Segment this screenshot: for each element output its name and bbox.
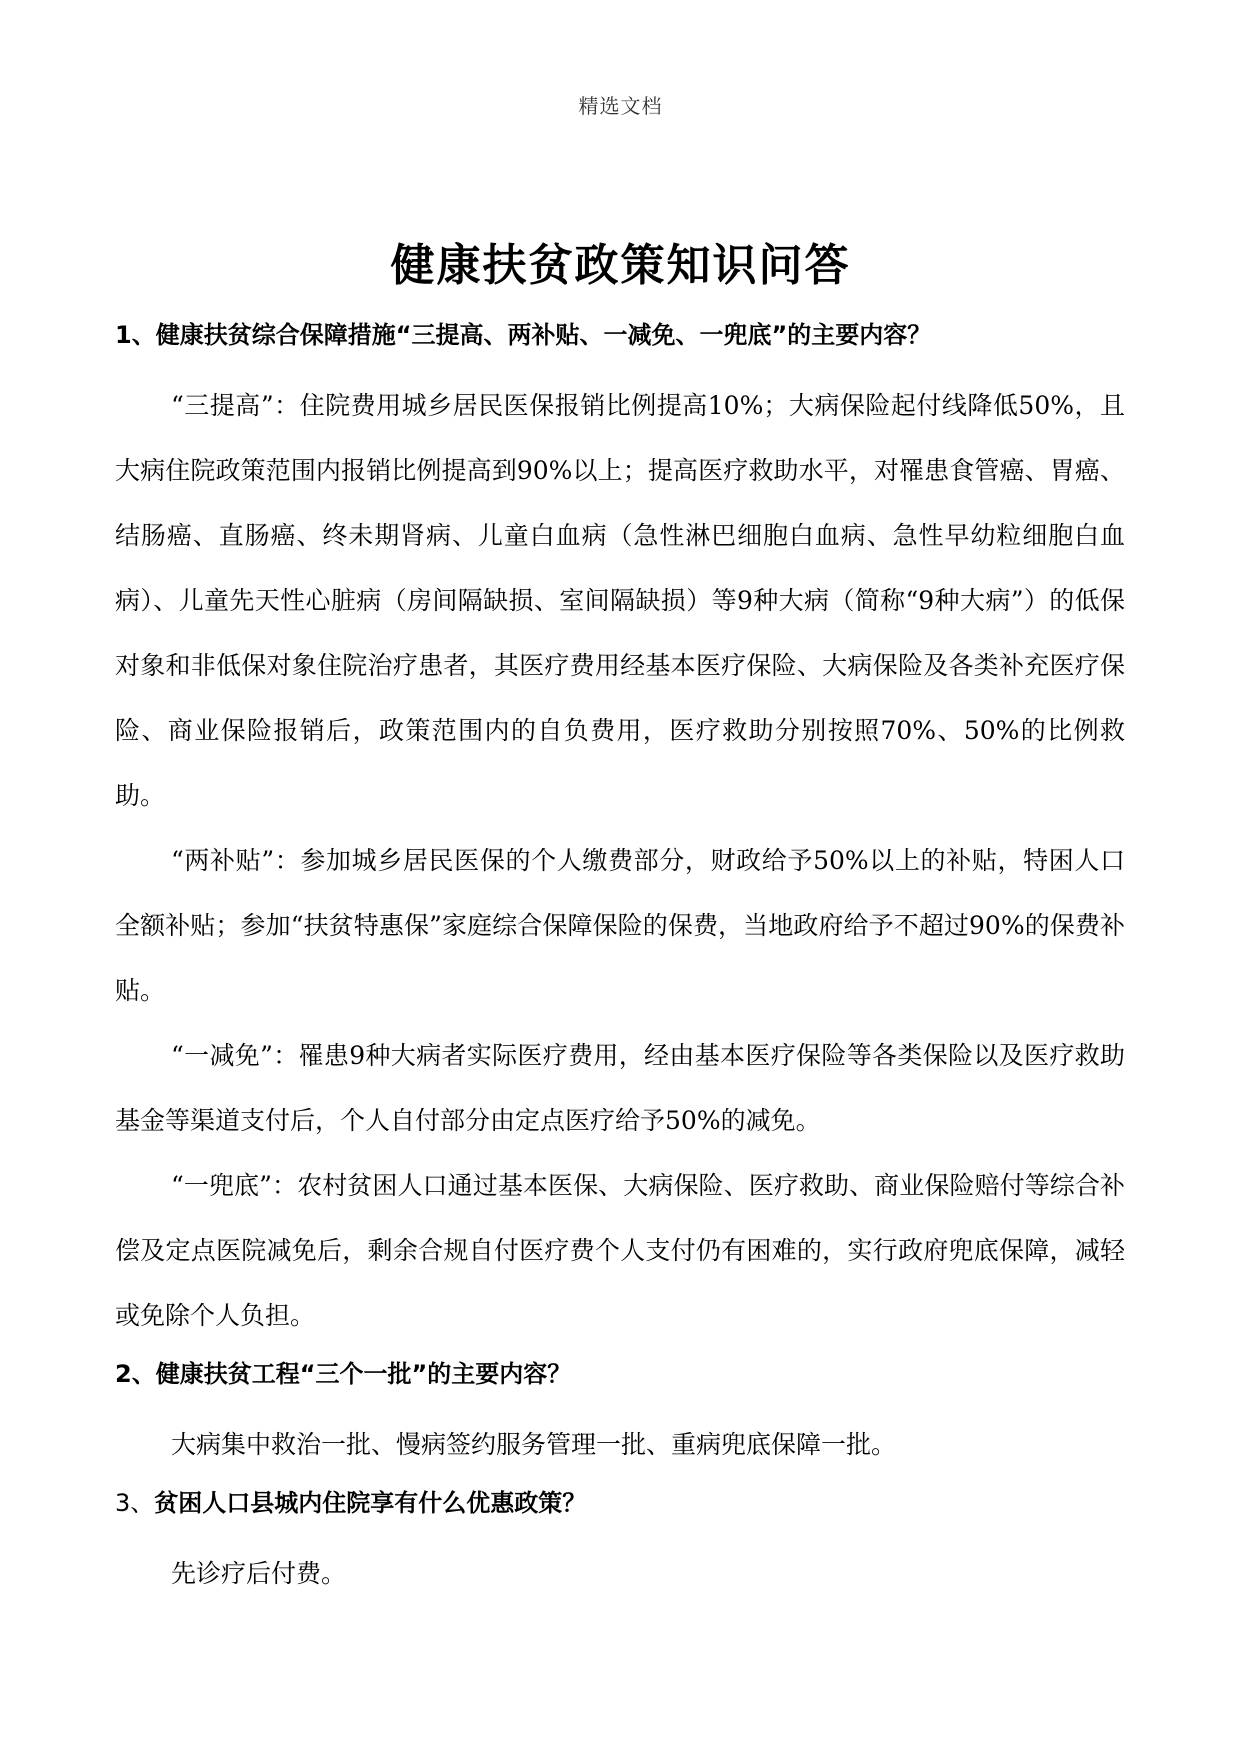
answer-block-3: [115, 1541, 1125, 1606]
question-block-3: [115, 1483, 1125, 1606]
question-number: 2、: [115, 1360, 156, 1388]
question-text: 健康扶贫工程“三个一批”的主要内容？: [155, 1360, 572, 1388]
question-block-2: [115, 1354, 1125, 1477]
question-number: 3、: [115, 1489, 155, 1517]
answer-paragraph: 先诊疗后付费。: [171, 1559, 347, 1588]
document-title: 健康扶贫政策知识问答: [390, 240, 851, 292]
question-heading-1: [115, 315, 1125, 355]
page-header-mark: 精选文档: [578, 94, 663, 118]
answer-block-2: [115, 1412, 1125, 1477]
answer-paragraph: “一兜底”：农村贫困人口通过基本医保、大病保险、医疗救助、商业保险赔付等综合补偿及定点医院减免后，剩余合规自付医疗费个人支付仍有困难的，实行政府兜底保障，减轻或免除个人负担。: [115, 1171, 1125, 1330]
question-text: 贫困人口县城内住院享有什么优惠政策？: [154, 1489, 587, 1517]
document-body: [115, 315, 1125, 1612]
answer-paragraph: “三提高”：住院费用城乡居民医保报销比例提高10%；大病保险起付线降低50%，且大病住院政策范围内报销比例提高到90%以上；提高医疗救助水平，对罹患食管癌、胃癌、结肠癌、直肠癌、终未期肾病、儿童白血病（急性淋巴细胞白血病、急性早幼粒细胞白血病）、儿童先天性心脏病（房间隔缺损、室间隔缺损）等9种大病（简称“9种大病”）的低保对象和非低保对象住院治疗患者，其医疗费用经基本医疗保险、大病保险及各类补充医疗保险、商业保险报销后，政策范围内的自负费用，医疗救助分别按照70%、50%的比例救助。: [115, 391, 1125, 810]
answer-block-1: [115, 373, 1125, 1348]
question-number: 1、: [115, 321, 156, 349]
question-heading-3: [115, 1483, 1125, 1523]
answer-paragraph: “两补贴”：参加城乡居民医保的个人缴费部分，财政给予50%以上的补贴，特困人口全额补贴；参加“扶贫特惠保”家庭综合保障保险的保费，当地政府给予不超过90%的保费补贴。: [115, 846, 1125, 1005]
question-heading-2: [115, 1354, 1125, 1394]
answer-paragraph: “一减免”：罹患9种大病者实际医疗费用，经由基本医疗保险等各类保险以及医疗救助基金等渠道支付后，个人自付部分由定点医疗给予50%的减免。: [115, 1041, 1125, 1135]
answer-paragraph: 大病集中救治一批、慢病签约服务管理一批、重病兜底保障一批。: [171, 1430, 897, 1459]
question-text: 健康扶贫综合保障措施“三提高、两补贴、一减免、一兜底”的主要内容？: [155, 321, 932, 349]
question-block-1: [115, 315, 1125, 1348]
